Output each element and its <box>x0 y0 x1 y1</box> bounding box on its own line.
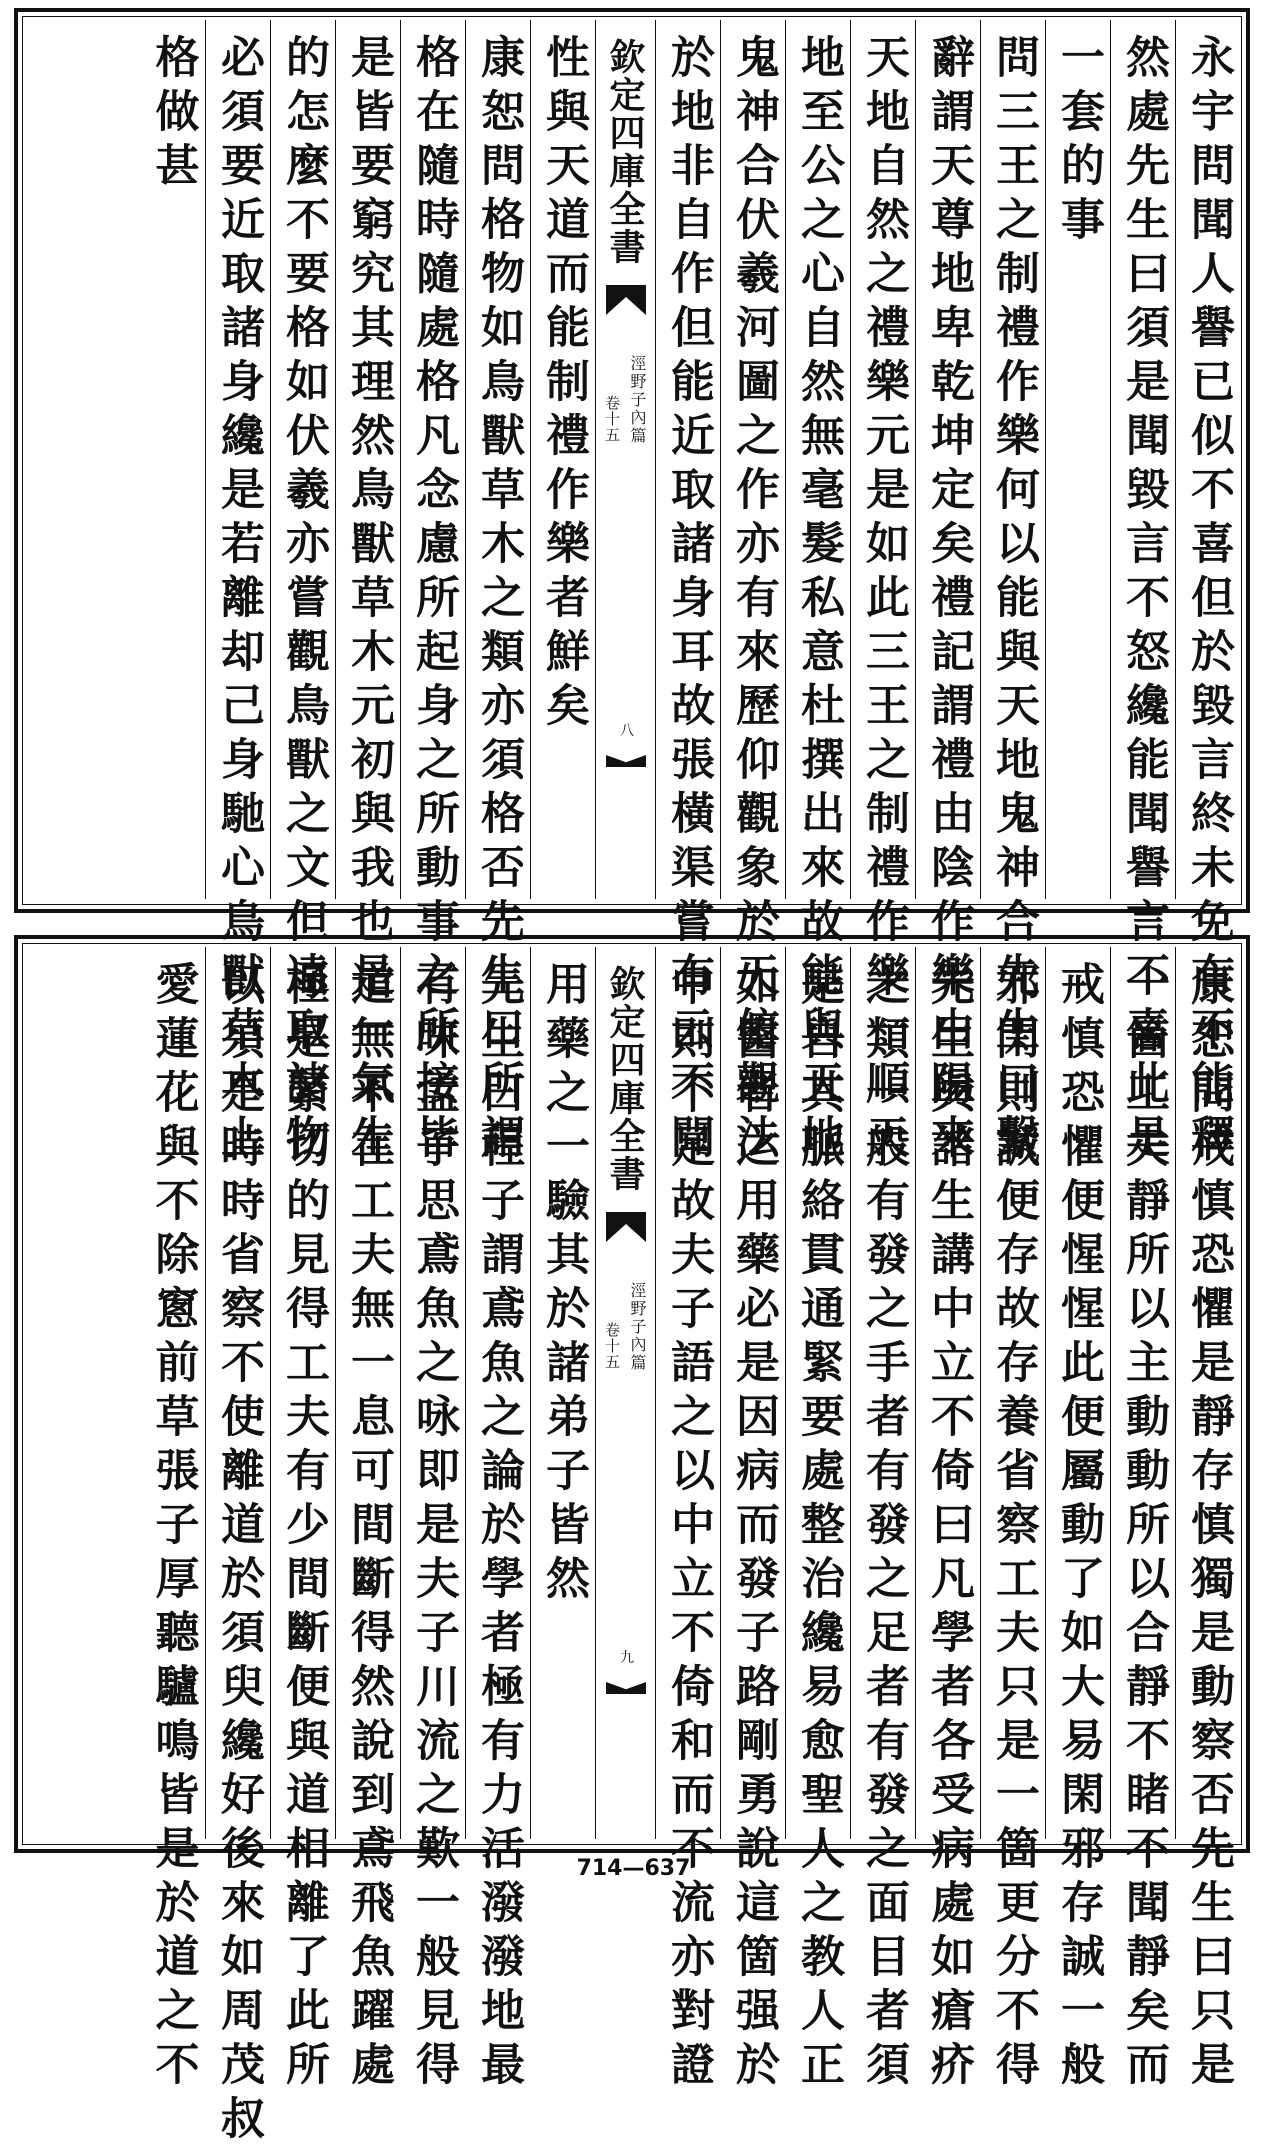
column-text: 永宇問聞人譽已似不喜但於毀言終未免有不能釋 <box>1183 34 1234 1168</box>
column-text: 辭謂天尊地卑乾坤定矣禮記謂禮由陰作樂由陽來 <box>923 34 974 1168</box>
column-text: 一箇工夫靜所以主動動所以合靜不睹不聞靜矣而 <box>1118 961 1169 2095</box>
text-column <box>850 947 915 2095</box>
fish-tail-mark <box>606 755 646 767</box>
column-text: 先生曰程子謂鳶魚之論於學者極有力活潑潑地最 <box>473 961 524 2095</box>
text-column <box>1110 20 1175 1168</box>
column-text: 康恕問戒慎恐懼是靜存慎獨是動察否先生曰只是 <box>1183 961 1234 2095</box>
text-column <box>785 947 850 2095</box>
text-column <box>530 20 595 899</box>
column-text: 必須要近取諸身纔是若離却己身馳心鳥獸草木上 <box>213 34 264 1168</box>
text-column <box>655 947 720 2095</box>
center-fold <box>595 947 655 1839</box>
fish-tail-mark <box>606 285 646 315</box>
column-text: 有味孟子思鳶魚之咏即是夫子川流之歎一般見得 <box>408 961 459 2095</box>
fish-tail-mark <box>606 1212 646 1242</box>
column-text: 邪閑則誠便存故存養省察工夫只是一箇更分不得 <box>988 961 1039 2095</box>
column-text: 地至公之心自然無毫髮私意杜撰出來故能與天地 <box>793 34 844 1168</box>
center-fold <box>595 20 655 899</box>
text-column <box>915 20 980 1168</box>
juan-number: 卷十五 <box>603 1322 621 1370</box>
text-column <box>400 20 465 1168</box>
column-text: 之類一般有發之手者有發之足者有發之面目者須 <box>858 961 909 2095</box>
text-column <box>530 947 595 1839</box>
text-column <box>140 947 205 2095</box>
column-text: 於地非自作但能近取諸身耳故張橫渠嘗有云不聞 <box>663 34 714 1168</box>
text-column <box>400 947 465 2095</box>
text-column <box>465 20 530 1168</box>
text-column <box>335 947 400 2095</box>
column-text: 戒慎恐懼便惺惺此便屬動了如大易閑邪存誠一般 <box>1053 961 1104 2095</box>
column-text: 以須是時時省察不使離道於須臾纔好後來如周茂叔 <box>213 961 264 2149</box>
text-column <box>205 947 270 2149</box>
column-text: 如醫者之用藥必是因病而發子路剛勇說這箇强於 <box>728 961 779 2095</box>
text-column <box>850 20 915 1168</box>
text-column <box>335 20 400 1168</box>
column-text: 是皆要窮究其理然鳥獸草木元初與我也是一氣生 <box>343 34 394 1168</box>
top-columns <box>24 20 1240 1168</box>
column-text: 先生與諸生講中立不倚曰凡學者各受病處如瘡疥 <box>923 961 974 2095</box>
column-text: 天地自然之禮樂元是如此三王之制禮作樂一順天 <box>858 34 909 1168</box>
text-column <box>1045 947 1110 2095</box>
text-column <box>465 947 530 2095</box>
column-text: 康恕問格物如鳥獸草木之類亦須格否先生曰所謂 <box>473 34 524 1168</box>
text-column <box>720 947 785 2095</box>
column-text: 一套的事 <box>1053 34 1104 250</box>
column-text: 格在隨時隨處格凡念慮所起身之所動事之所接皆 <box>408 34 459 1168</box>
work-title: 涇野子內篇 <box>628 355 647 445</box>
column-text: 是自其脈絡貫通緊要處整治纔易愈聖人之教人正 <box>793 961 844 2095</box>
column-text: 道無不在工夫無一息可間斷得然說到鳶飛魚躍處 <box>343 961 394 2095</box>
text-column <box>1045 20 1110 899</box>
text-column <box>140 20 205 899</box>
text-column <box>205 20 270 1168</box>
text-column <box>270 947 335 2095</box>
book-title: 欽定四庫全書 <box>604 965 646 1193</box>
page-footer-number: 714—637 <box>576 1856 691 1881</box>
column-text: 愛蓮花與不除窻前草張子厚聽驢鳴皆是於道之不 <box>147 961 199 2095</box>
text-column <box>915 947 980 2095</box>
column-text: 鬼神合伏羲河圖之作亦有來歷仰觀象於天俯觀法 <box>728 34 779 1168</box>
top-page <box>14 8 1250 1168</box>
column-text: 格做甚 <box>147 34 199 196</box>
text-column <box>1175 947 1240 2095</box>
text-column <box>785 20 850 1168</box>
work-title: 涇野子內篇 <box>628 1282 647 1372</box>
column-text: 然處先生曰須是聞毀言不怒纔能聞譽言不喜此是 <box>1118 34 1169 1168</box>
column-text: 中則不足故夫子語之以中立不倚和而不流亦對證 <box>663 961 714 2095</box>
text-column <box>720 20 785 1168</box>
text-column <box>980 20 1045 1168</box>
text-column <box>655 20 720 1168</box>
leaf-number: 九 <box>620 1650 634 1666</box>
fish-tail-mark <box>606 1682 646 1694</box>
column-text: 極是緊切的見得工夫有少間斷便與道相離了此所 <box>278 961 329 2095</box>
book-title: 欽定四庫全書 <box>604 38 646 266</box>
column-text: 性與天道而能制禮作樂者鮮矣 <box>538 34 589 736</box>
column-text: 問三王之制禮作樂何以能與天地鬼神合先生曰繫 <box>988 34 1039 1168</box>
column-text: 的怎麼不要格如伏羲亦嘗觀鳥獸之文但遠取諸物 <box>278 34 329 1168</box>
text-column <box>270 20 335 1168</box>
leaf-number: 八 <box>620 723 634 739</box>
text-column <box>1175 20 1240 1168</box>
text-column <box>1110 947 1175 2095</box>
text-column <box>980 947 1045 2095</box>
column-text: 用藥之一驗其於諸弟子皆然 <box>538 961 589 1609</box>
juan-number: 卷十五 <box>603 395 621 443</box>
